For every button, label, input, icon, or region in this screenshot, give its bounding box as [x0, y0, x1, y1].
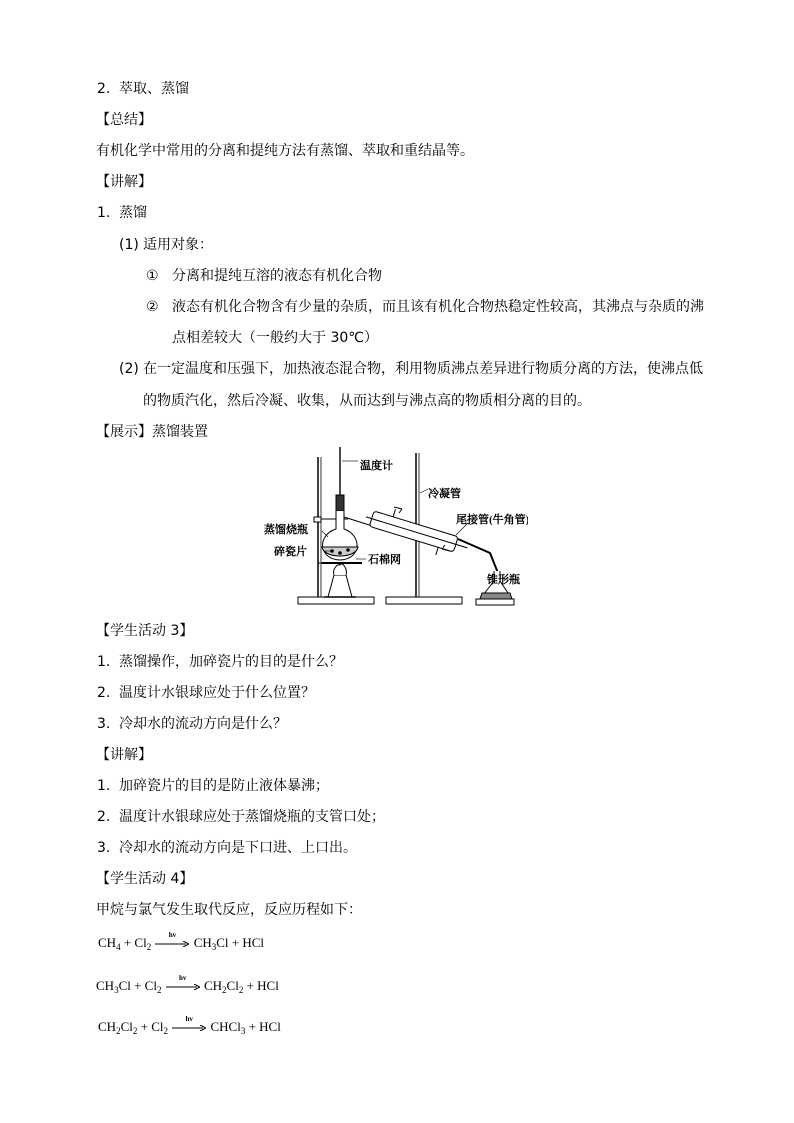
display-label: 【展示】: [96, 424, 152, 440]
label-adapter: 尾接管(牛角管): [456, 514, 528, 526]
apparatus-drawing: [262, 447, 528, 609]
circle-text-line2: 点相差较大（一般约大于 30℃）: [172, 330, 378, 346]
equation-2: $CH_3Cl + Cl_2$ hv $CH_2Cl_2$ + HCl: [96, 974, 279, 995]
section-number: 2.: [97, 81, 111, 97]
summary-text: 有机化学中常用的分离和提纯方法有蒸馏、萃取和重结晶等。: [96, 143, 474, 159]
equation-3: $CH_2Cl_2 + Cl_2$ hv CHCl$_3$ + HCl: [98, 1015, 281, 1036]
sub-item-method: [119, 359, 703, 379]
answer-item: [97, 807, 385, 827]
answer-number: 3.: [97, 840, 111, 856]
reaction-arrow: [166, 974, 200, 990]
display-text: 蒸馏装置: [152, 424, 208, 440]
answer-text: 冷却水的流动方向是下口进、上口出。: [119, 840, 357, 856]
lecture-label: 【讲解】: [96, 174, 152, 190]
question-text: 蒸馏操作，加碎瓷片的目的是什么？: [119, 654, 343, 670]
condition-label: hv: [185, 1015, 193, 1024]
label-gauze: 石棉网: [368, 554, 401, 566]
summary-label: 【总结】: [96, 112, 152, 128]
answer-text: 温度计水银球应处于蒸馏烧瓶的支管口处；: [119, 809, 385, 825]
sub-item-text-line1: 在一定温度和压强下，加热液态混合物，利用物质沸点差异进行物质分离的方法，使沸点低: [143, 361, 703, 377]
sub-item-applicable: [119, 235, 213, 255]
answer-number: 2.: [97, 809, 111, 825]
answer-item: [97, 838, 357, 858]
sub-item-number: (1): [119, 237, 139, 253]
label-condenser: 冷凝管: [428, 488, 461, 500]
circle-number: ②: [146, 299, 159, 315]
item-text: 蒸馏: [119, 205, 147, 221]
equation-1: $CH_4 + Cl_2$ hv $CH_3Cl$ + HCl: [98, 931, 265, 952]
label-thermometer: 温度计: [360, 460, 393, 472]
question-text: 冷却水的流动方向是什么？: [119, 716, 287, 732]
section-title: 萃取、蒸馏: [119, 81, 189, 97]
reaction-arrow: [172, 1015, 206, 1031]
reaction-arrow: [155, 931, 189, 947]
question-item: [97, 714, 287, 734]
item-number: 1.: [97, 205, 111, 221]
sub-item-text: 适用对象：: [143, 237, 213, 253]
question-item: [97, 683, 315, 703]
activity3-label: 【学生活动 3】: [96, 623, 194, 639]
question-number: 3.: [97, 716, 111, 732]
circle-item-2: [146, 297, 704, 317]
question-number: 1.: [97, 654, 111, 670]
question-item: [97, 652, 343, 672]
sub-item-text-line2: 的物质汽化，然后冷凝、收集，从而达到与沸点高的物质相分离的目的。: [143, 393, 591, 409]
answer-text: 加碎瓷片的目的是防止液体暴沸；: [119, 778, 329, 794]
condition-label: hv: [168, 931, 177, 940]
circle-text-line1: 液态有机化合物含有少量的杂质，而且该有机化合物热稳定性较高，其沸点与杂质的沸: [172, 299, 704, 315]
question-text: 温度计水银球应处于什么位置？: [119, 685, 315, 701]
activity4-label: 【学生活动 4】: [96, 871, 194, 887]
lecture2-label: 【讲解】: [96, 747, 152, 763]
activity4-intro: 甲烷与氯气发生取代反应，反应历程如下：: [96, 902, 362, 918]
list-item-distillation: [97, 203, 147, 223]
section-heading: [97, 79, 189, 99]
label-erlenmeyer: 锥形瓶: [487, 574, 520, 586]
condition-label: hv: [179, 974, 187, 983]
answer-item: [97, 776, 329, 796]
sub-item-number: (2): [119, 361, 139, 377]
answer-number: 1.: [97, 778, 111, 794]
question-number: 2.: [97, 685, 111, 701]
distillation-apparatus-figure: [262, 447, 528, 609]
label-flask: 蒸馏烧瓶: [264, 524, 308, 536]
display-heading: [96, 422, 208, 442]
label-chips: 碎瓷片: [274, 546, 307, 558]
circle-number: ①: [146, 268, 159, 284]
circle-text: 分离和提纯互溶的液态有机化合物: [172, 268, 382, 284]
circle-item-1: [146, 266, 382, 286]
